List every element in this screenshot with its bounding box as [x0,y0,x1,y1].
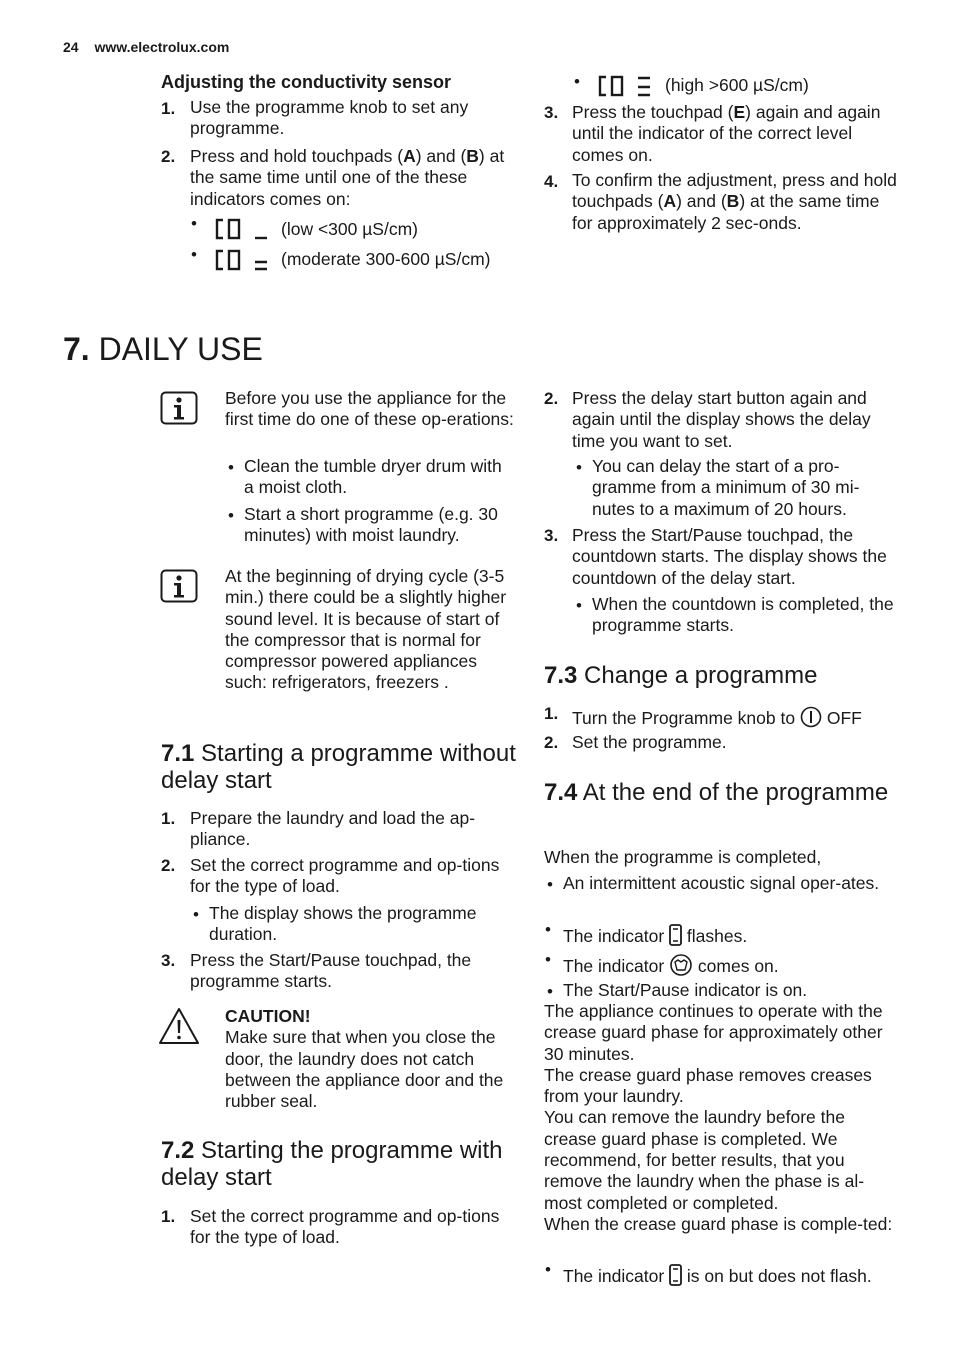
s71-step-3: Press the Start/Pause touchpad, the programme starts. [190,950,472,992]
s73-step-1: Turn the Programme knob to OFF [572,708,862,728]
website-link[interactable]: www.electrolux.com [94,39,230,55]
info-icon [160,391,198,425]
bullet: • [576,596,582,615]
s74-bullet-2: The indicator flashes. [563,926,748,946]
conductivity-title: Adjusting the conductivity sensor [161,72,452,92]
step-number: 1. [161,809,176,828]
step-number: 1. [544,704,559,723]
bullet: • [191,245,197,264]
info-bullet: Clean the tumble dryer drum with a moist cloth. [244,456,502,498]
info-bullet: Start a short programme (e.g. 30 minutes) with moist laundry. [244,504,498,546]
s72-step-2: Press the delay start button again and again until the display shows the delay time you want to set. [572,388,871,451]
step-number: 3. [544,103,559,122]
bullet: • [228,458,234,477]
info-icon [160,569,198,603]
step-number: 1. [161,99,176,118]
power-icon [800,706,822,728]
caution-box [225,1006,515,1112]
s73-step-2: Set the programme. [572,732,727,752]
s72-step-3-bullet: When the countdown is completed, the programme starts. [592,594,894,636]
conductivity-display-icon [598,75,652,97]
indicator-moderate-label: (moderate 300-600 µS/cm) [281,249,491,269]
conductivity-display-icon [215,218,269,240]
caution-title: CAUTION! [225,1006,311,1026]
subsection-7-4-heading: 7.4 At the end of the programme [544,779,889,806]
s74-paragraph: The appliance continues to operate with the crease guard phase for approximately other 30 minutes. [544,1001,883,1064]
s71-step-2-bullet: The display shows the programme duration. [209,903,477,945]
bullet: • [193,905,199,924]
conductivity-step-1: Use the programme knob to set any programme. [190,97,469,139]
indicator-high-label: (high >600 µS/cm) [665,75,809,95]
page-number: 24 [63,39,79,55]
section-number: 7. [63,331,90,367]
page-header [63,39,229,55]
s72-step-3: Press the Start/Pause touchpad, the countdown starts. The display shows the countdown of the delay start. [572,525,887,588]
step-number: 2. [161,147,176,166]
info-box-sound: At the beginning of drying cycle (3-5 min.) there could be a slightly higher sound level. It is because of start of the compressor that is normal for compressor powered appliances such: refrigerators, freezers . [225,566,507,693]
subsection-7-1-heading: 7.1 Starting a programme without delay start [161,740,516,794]
conductivity-section [161,72,521,93]
door-icon [669,1264,682,1286]
bullet: • [574,72,580,91]
conductivity-step-3: Press the touchpad (E) again and again until the indicator of the correct level comes on. [572,102,881,165]
bullet: • [545,950,551,969]
subsection-7-2-heading: 7.2 Starting the programme with delay start [161,1137,503,1191]
s74-intro: When the programme is completed, [544,847,822,867]
subsection-7-3-heading: 7.3 Change a programme [544,662,818,689]
crease-guard-icon [669,954,693,976]
bullet: • [545,1260,551,1279]
s74-bullet-3: The indicator comes on. [563,956,779,976]
step-number: 2. [544,733,559,752]
s72-step-1: Set the correct programme and op-tions for the type of load. [190,1206,500,1248]
step-number: 1. [161,1207,176,1226]
step-number: 2. [544,389,559,408]
s71-step-1: Prepare the laundry and load the ap-pliance. [190,808,476,850]
s74-bullet-1: An intermittent acoustic signal oper-ates. [563,873,880,893]
bullet: • [547,982,553,1001]
s74-bullet-5: The indicator is on but does not flash. [563,1266,872,1286]
section-heading [63,331,263,368]
s72-step-2-bullet: You can delay the start of a pro-gramme from a minimum of 30 mi-nutes to a maximum of 20 hours. [592,456,860,519]
door-icon [669,924,682,946]
section-title: DAILY USE [98,331,263,367]
info-box-first-use: Before you use the appliance for the first time do one of these op-erations: [225,388,514,430]
indicator-low-label: (low <300 µS/cm) [281,219,419,239]
bullet: • [545,920,551,939]
s74-paragraphs [544,1001,899,1235]
conductivity-step-2: Press and hold touchpads (A) and (B) at the same time until one of the these indicators comes on: [190,146,505,209]
bullet: • [191,214,197,233]
caution-text: Make sure that when you close the door, the laundry does not catch between the appliance door and the rubber seal. [225,1027,504,1112]
s74-paragraph: When the crease guard phase is comple-ted: [544,1213,893,1234]
step-number: 4. [544,172,559,191]
s74-paragraph: The crease guard phase removes creases from your laundry. [544,1064,872,1107]
step-number: 3. [161,951,176,970]
bullet: • [547,875,553,894]
s71-step-2: Set the correct programme and op-tions for the type of load. [190,855,500,897]
step-number: 3. [544,526,559,545]
conductivity-display-icon [215,249,269,271]
bullet: • [228,506,234,525]
s74-paragraph: You can remove the laundry before the crease guard phase is completed. We recommend, for better results, that you remove the laundry when the phase is al-most completed or completed. [544,1107,865,1213]
s74-bullet-4: The Start/Pause indicator is on. [563,980,808,1000]
step-number: 2. [161,856,176,875]
bullet: • [576,458,582,477]
conductivity-step-4: To confirm the adjustment, press and hold touchpads (A) and (B) at the same time for approximately 2 sec-onds. [572,170,897,233]
warning-icon [158,1007,200,1045]
